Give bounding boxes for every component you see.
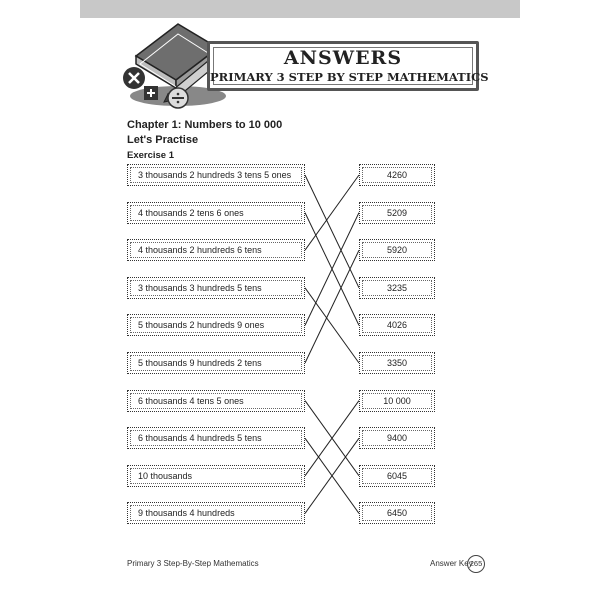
- left-item: 3 thousands 2 hundreds 3 tens 5 ones: [127, 164, 305, 186]
- right-item: 6450: [359, 502, 435, 524]
- left-item: 6 thousands 4 tens 5 ones: [127, 390, 305, 412]
- multiply-icon: [123, 67, 145, 89]
- books-icon: [136, 24, 218, 88]
- banner-subtitle: PRIMARY 3 STEP BY STEP MATHEMATICS: [210, 70, 489, 84]
- match-line: [305, 250, 359, 363]
- match-line: [305, 175, 359, 288]
- match-line: [305, 438, 359, 513]
- divide-icon: [168, 88, 188, 108]
- left-item: 9 thousands 4 hundreds: [127, 502, 305, 524]
- match-line: [305, 213, 359, 326]
- left-item: 10 thousands: [127, 465, 305, 487]
- footer-book-title: Primary 3 Step-By-Step Mathematics: [127, 559, 259, 568]
- right-item: 5920: [359, 239, 435, 261]
- plus-icon: [144, 86, 158, 100]
- match-line: [305, 401, 359, 476]
- left-item: 5 thousands 2 hundreds 9 ones: [127, 314, 305, 336]
- match-line: [305, 401, 359, 476]
- right-item: 6045: [359, 465, 435, 487]
- right-item: 5209: [359, 202, 435, 224]
- footer-label: Answer Key: [430, 559, 473, 568]
- match-line: [305, 288, 359, 363]
- left-item: 4 thousands 2 tens 6 ones: [127, 202, 305, 224]
- match-line: [305, 175, 359, 250]
- chapter-title: Chapter 1: Numbers to 10 000: [127, 119, 283, 131]
- banner-title: ANSWERS: [283, 47, 403, 69]
- right-item: 4260: [359, 164, 435, 186]
- right-item: 9400: [359, 427, 435, 449]
- right-item: 4026: [359, 314, 435, 336]
- right-item: 10 000: [359, 390, 435, 412]
- left-item: 6 thousands 4 hundreds 5 tens: [127, 427, 305, 449]
- left-item: 4 thousands 2 hundreds 6 tens: [127, 239, 305, 261]
- answers-banner: [207, 41, 489, 91]
- right-item: 3235: [359, 277, 435, 299]
- page-number: 265: [467, 555, 485, 573]
- section-title: Let's Practise: [127, 134, 199, 146]
- right-item: 3350: [359, 352, 435, 374]
- match-line: [305, 438, 359, 513]
- left-item: 5 thousands 9 hundreds 2 tens: [127, 352, 305, 374]
- left-item: 3 thousands 3 hundreds 5 tens: [127, 277, 305, 299]
- exercise-title: Exercise 1: [127, 150, 175, 161]
- match-line: [305, 213, 359, 326]
